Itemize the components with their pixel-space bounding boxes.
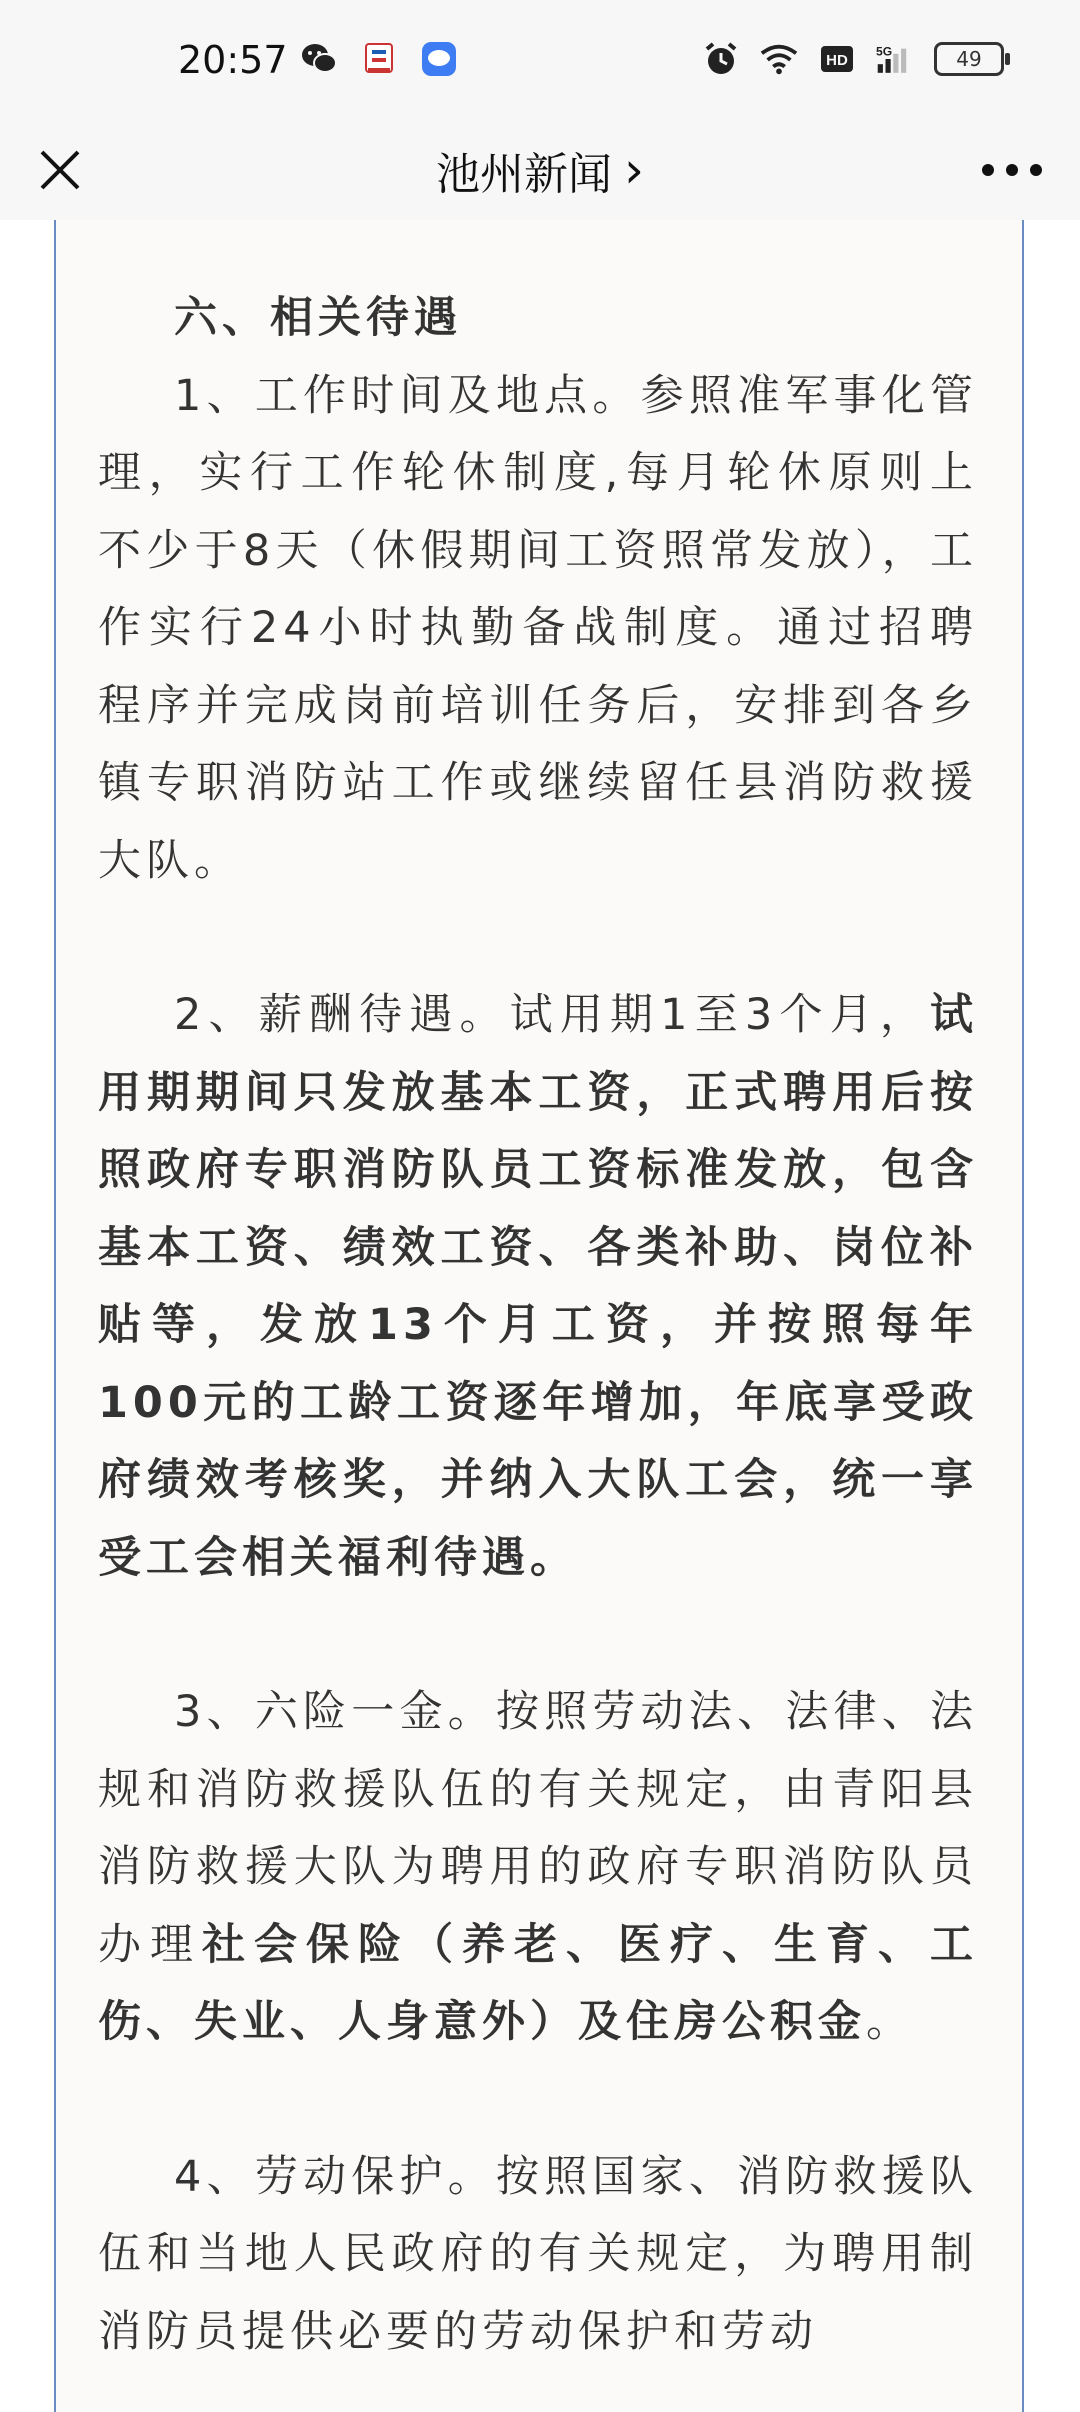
wifi-icon (760, 40, 798, 78)
insurance-details: 社会保险（养老、医疗、生育、工伤、失业、人身意外）及住房公积金 (98, 1919, 978, 2047)
paragraph-insurance (98, 1674, 978, 2062)
status-bar (0, 0, 1080, 120)
status-time: 20:57 (178, 38, 288, 82)
svg-text:HD: HD (826, 52, 848, 69)
insurance-end: 。 (866, 1997, 914, 2047)
more-icon (980, 162, 1044, 178)
nav-title-container[interactable] (0, 120, 1080, 220)
section-heading: 六、相关待遇 (174, 293, 462, 343)
chevron-right-icon: › (624, 141, 644, 199)
hd-icon (818, 40, 856, 78)
status-right-icons (702, 40, 1004, 78)
signal-5g-icon (876, 40, 914, 78)
article-scroll-area[interactable] (0, 220, 1080, 2412)
alarm-icon (702, 40, 740, 78)
close-icon (38, 148, 82, 192)
battery-indicator: 49 (934, 42, 1004, 76)
article-body (98, 280, 978, 2412)
wechat-icon (300, 40, 338, 78)
insurance-intro: 3、六险一金。按照劳动法、法律、法规和消防救援队伍的有关规定，由青阳县消防救援大队为聘用的政府专职消防队员办理 (98, 1687, 978, 1970)
paragraph-salary (98, 977, 978, 1597)
message-icon (420, 40, 458, 78)
svg-text:5G: 5G (876, 44, 893, 59)
salary-details: 试用期期间只发放基本工资，正式聘用后按照政府专职消防队员工资标准发放，包含基本工资、绩效工资、各类补助、岗位补贴等，发放13个月工资，并按照每年100元的工龄工资逐年增加，年底享受政府绩效考核奖，并纳入大队工会，统一享受工会相关福利待遇。 (98, 990, 978, 1583)
paragraph-labor-protection: 4、劳动保护。按照国家、消防救援队伍和当地人民政府的有关规定，为聘用制消防员提供必要的劳动保护和劳动 (98, 2151, 978, 2357)
close-button[interactable] (28, 138, 92, 202)
status-left-icons (300, 40, 458, 78)
salary-intro: 2、薪酬待遇。试用期1至3个月， (174, 990, 930, 1040)
app-icon (360, 40, 398, 78)
nav-title: 池州新闻 (436, 149, 612, 200)
nav-bar (0, 120, 1080, 220)
more-button[interactable] (972, 138, 1052, 202)
paragraph-work-time: 1、工作时间及地点。参照准军事化管理，实行工作轮休制度,每月轮休原则上不少于8天（休假期间工资照常发放），工作实行24小时执勤备战制度。通过招聘程序并完成岗前培训任务后，安排到各乡镇专职消防站工作或继续留任县消防救援大队。 (98, 370, 978, 886)
